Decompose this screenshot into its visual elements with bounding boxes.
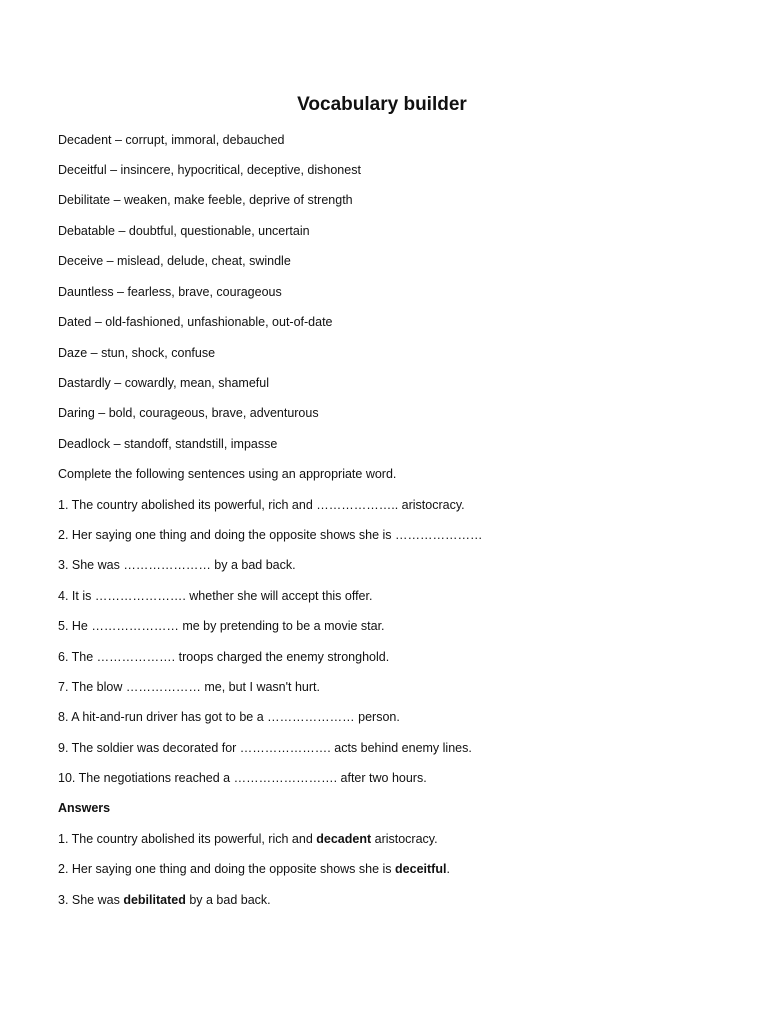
vocab-item: Daring – bold, courageous, brave, adventurous	[58, 406, 319, 420]
exercise-item: 6. The ………………. troops charged the enemy stronghold.	[58, 650, 390, 664]
exercise-item: 8. A hit-and-run driver has got to be a ………………… person.	[58, 710, 400, 724]
answer-item	[58, 892, 728, 908]
vocab-item: Deceive – mislead, delude, cheat, swindle	[58, 254, 291, 268]
exercise-item: 1. The country abolished its powerful, rich and ……………….. aristocracy.	[58, 498, 465, 512]
vocab-item: Deceitful – insincere, hypocritical, deceptive, dishonest	[58, 163, 361, 177]
answer-word: deceitful	[395, 862, 447, 876]
exercise-item: 2. Her saying one thing and doing the opposite shows she is …………………	[58, 528, 483, 542]
vocab-item: Dauntless – fearless, brave, courageous	[58, 285, 282, 299]
exercise-item: 3. She was ………………… by a bad back.	[58, 558, 296, 572]
vocab-item: Debilitate – weaken, make feeble, deprive of strength	[58, 193, 353, 207]
answer-word: debilitated	[123, 893, 186, 907]
page-title: Vocabulary builder	[297, 94, 467, 115]
answer-text: by a bad back.	[185, 893, 271, 907]
answer-word: decadent	[316, 832, 372, 846]
answer-text: aristocracy.	[371, 832, 438, 846]
vocab-item: Dastardly – cowardly, mean, shameful	[58, 376, 269, 390]
answer-text: .	[446, 862, 450, 876]
answer-text: 2. Her saying one thing and doing the opposite shows she is	[58, 862, 396, 876]
answer-text: 3. She was	[58, 893, 124, 907]
exercise-instruction: Complete the following sentences using an appropriate word.	[58, 467, 397, 481]
exercise-item: 10. The negotiations reached a ……………………. after two hours.	[58, 771, 427, 785]
exercise-item: 4. It is …………………. whether she will accept this offer.	[58, 589, 373, 603]
vocab-item: Dated – old-fashioned, unfashionable, out-of-date	[58, 315, 333, 329]
answers-heading: Answers	[58, 801, 111, 815]
answer-text: 1. The country abolished its powerful, rich and	[58, 832, 317, 846]
vocab-item: Deadlock – standoff, standstill, impasse	[58, 437, 278, 451]
vocab-item: Debatable – doubtful, questionable, uncertain	[58, 224, 310, 238]
vocab-item: Daze – stun, shock, confuse	[58, 346, 216, 360]
exercise-item: 5. He ………………… me by pretending to be a movie star.	[58, 619, 385, 633]
vocab-item: Decadent – corrupt, immoral, debauched	[58, 133, 285, 147]
exercise-item: 7. The blow ……………… me, but I wasn't hurt.	[58, 680, 320, 694]
answer-item	[58, 831, 728, 847]
exercise-item: 9. The soldier was decorated for …………………. acts behind enemy lines.	[58, 741, 472, 755]
answer-item	[58, 861, 728, 877]
